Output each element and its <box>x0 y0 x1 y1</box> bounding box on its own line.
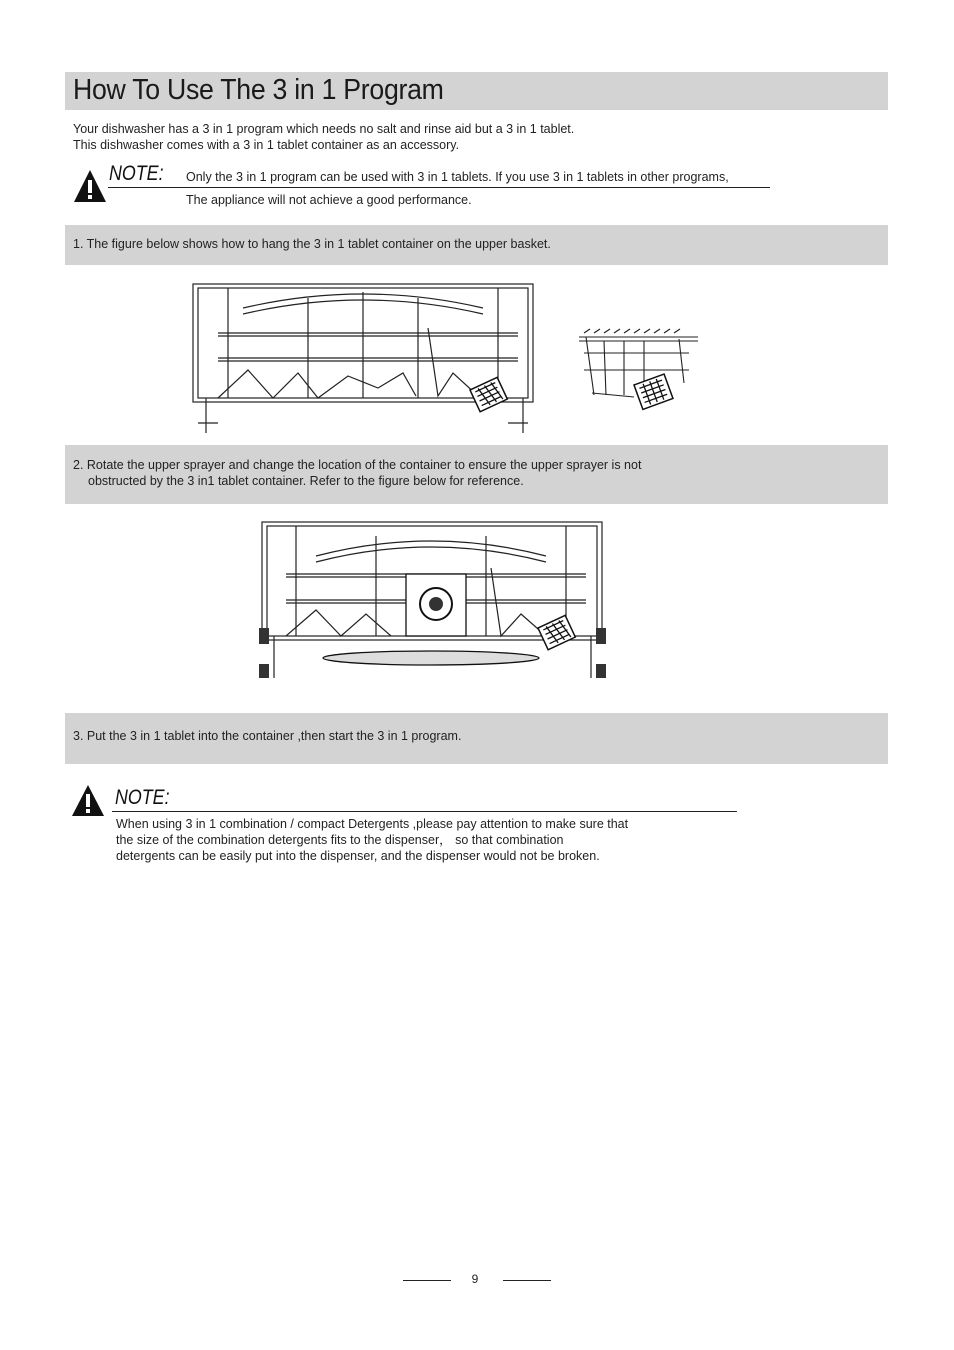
page-number-rule-right <box>503 1280 551 1281</box>
note2-line-1: When using 3 in 1 combination / compact Detergents ,please pay attention to make sure that <box>116 817 629 831</box>
note1-rule <box>108 187 770 188</box>
note2-line-2: the size of the combination detergents fits to the dispenser， so that combination <box>116 833 564 847</box>
basket-sprayer-figure <box>256 518 608 686</box>
upper-basket-figure <box>188 278 540 438</box>
note-label: NOTE: <box>109 162 164 185</box>
note-label: NOTE: <box>115 786 170 809</box>
note1-line-1: Only the 3 in 1 program can be used with 3 in 1 tablets. If you use 3 in 1 tablets in other programs, <box>186 170 729 184</box>
step-2-text-2: obstructed by the 3 in1 tablet container. Refer to the figure below for reference. <box>88 474 524 488</box>
note1-line-2: The appliance will not achieve a good performance. <box>186 193 472 207</box>
step-1-text: 1. The figure below shows how to hang the 3 in 1 tablet container on the upper basket. <box>73 237 551 251</box>
step-3-text: 3. Put the 3 in 1 tablet into the container ,then start the 3 in 1 program. <box>73 729 462 743</box>
intro-line-1: Your dishwasher has a 3 in 1 program which needs no salt and rinse aid but a 3 in 1 tablet. <box>73 122 575 136</box>
intro-line-2: This dishwasher comes with a 3 in 1 tablet container as an accessory. <box>73 138 460 152</box>
step-1-bar <box>65 225 888 265</box>
note2-line-3: detergents can be easily put into the dispenser, and the dispenser would not be broken. <box>116 849 600 863</box>
page-number: 9 <box>471 1272 479 1286</box>
step-3-bar <box>65 713 888 764</box>
note2-rule <box>112 811 737 812</box>
step-2-bar <box>65 445 888 504</box>
title-bar <box>65 72 888 110</box>
container-detail-figure <box>574 325 702 423</box>
warning-icon <box>70 784 106 818</box>
page-number-rule-left <box>403 1280 451 1281</box>
step-2-text-1: 2. Rotate the upper sprayer and change the location of the container to ensure the upper sprayer is not <box>73 458 642 472</box>
page-title: How To Use The 3 in 1 Program <box>73 74 444 106</box>
warning-icon <box>72 168 108 204</box>
